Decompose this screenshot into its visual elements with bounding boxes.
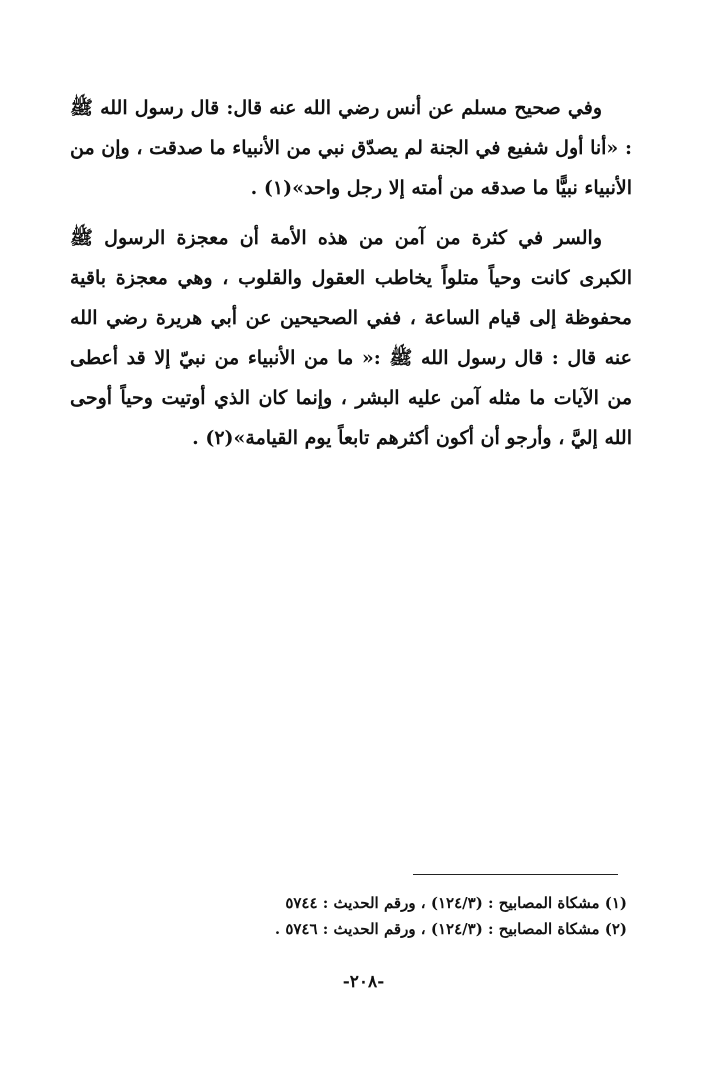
paragraph-text: وفي صحيح مسلم عن أنس رضي الله عنه قال: قال رسول الله ﷺ : «أنا أول شفيع في الجنة لم يصدّق نبي من الأنبياء ما صدقت ، وإن من الأنبياء نبيًّا ما صدقه من أمته إلا رجل واحد»(١) . — [70, 97, 632, 199]
footnote-2: (٢) مشكاة المصابيح : (١٢٤/٣) ، ورقم الحديث : ٥٧٤٦ . — [274, 920, 627, 938]
footnote-1: (١) مشكاة المصابيح : (١٢٤/٣) ، ورقم الحديث : ٥٧٤٤ — [285, 894, 627, 912]
paragraph-1 — [70, 88, 632, 208]
footnotes — [207, 890, 627, 942]
footnote-divider — [413, 874, 618, 875]
page-number: -٢٠٨- — [342, 972, 385, 992]
paragraph-text: والسر في كثرة من آمن من هذه الأمة أن معجزة الرسول ﷺ الكبرى كانت وحياً متلواً يخاطب العقول والقلوب ، وهي معجزة باقية محفوظة إلى قيام الساعة ، ففي الصحيحين عن أبي هريرة رضي الله عنه قال : قال رسول الله ﷺ :« ما من الأنبياء من نبيّ إلا قد أعطى من الآيات ما مثله آمن عليه البشر ، وإنما كان الذي أوتيت وحياً أوحى الله إليَّ ، وأرجو أن أكون أكثرهم تابعاً يوم القيامة»(٢) . — [70, 227, 632, 449]
paragraph-2 — [70, 218, 632, 458]
